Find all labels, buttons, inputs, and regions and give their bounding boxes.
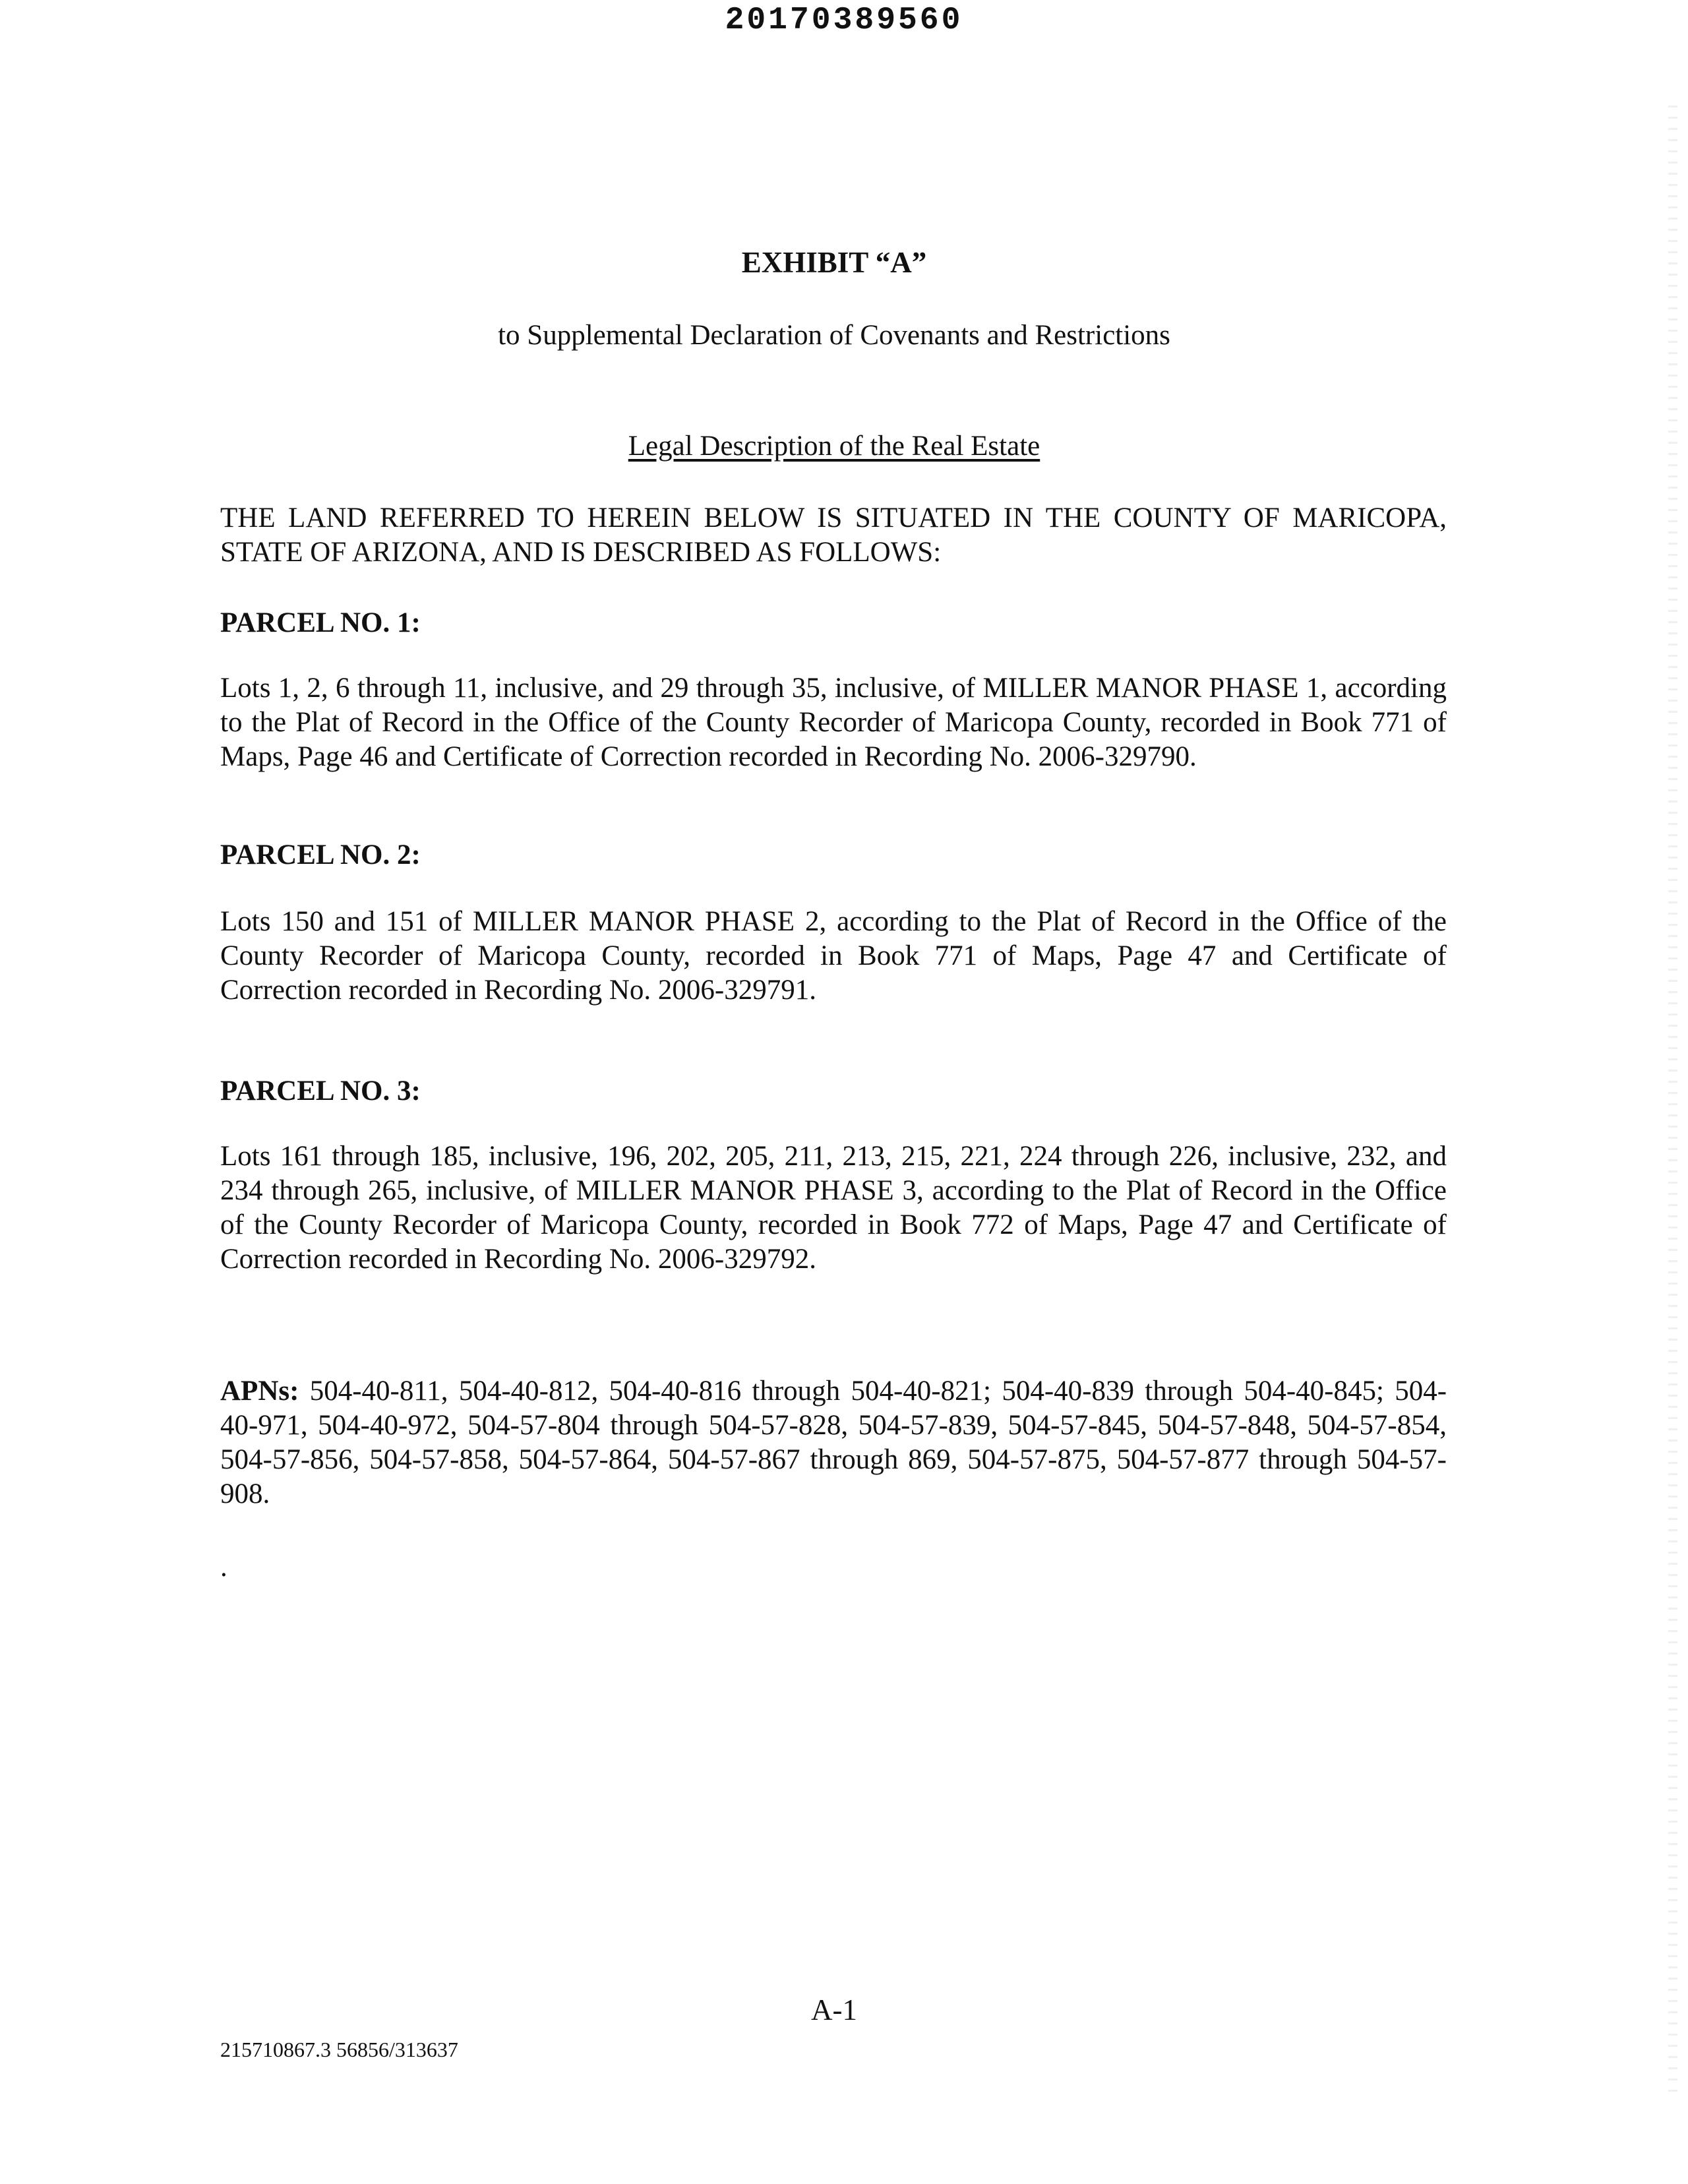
apns-label: APNs: [220, 1376, 299, 1407]
parcel-2-description: Lots 150 and 151 of MILLER MANOR PHASE 2, according to the Plat of Record in the Office of the County Recorder of Maricopa County, recorded in Book 771 of Maps, Page 47 and Certificate of Correction recorded in Recording No. 2006-329791. [220, 906, 1447, 1006]
apns-paragraph [220, 1374, 1447, 1511]
page-number: A-1 [811, 1993, 857, 2026]
apns-list: 504-40-811, 504-40-812, 504-40-816 through 504-40-821; 504-40-839 through 504-40-845; 504-40-971, 504-40-972, 504-57-804 through 504-57-828, 504-57-839, 504-57-845, 504-57-848, 504-57-854, 504-57-856, 504-57-858, 504-57-864, 504-57-867 through 869, 504-57-875, 504-57-877 through 504-57-908. [220, 1376, 1447, 1509]
document-reference: 215710867.3 56856/313637 [220, 2038, 458, 2061]
parcel-1-description: Lots 1, 2, 6 through 11, inclusive, and 29 through 35, inclusive, of MILLER MANOR PHASE 1, according to the Plat of Record in the Office of the County Recorder of Maricopa County, recorded in Book 771 of Maps, Page 46 and Certificate of Correction recorded in Recording No. 2006-329790. [220, 673, 1447, 772]
parcel-1-heading: PARCEL NO. 1: [220, 607, 421, 638]
exhibit-subtitle: to Supplemental Declaration of Covenants and Restrictions [498, 320, 1170, 351]
parcel-3-heading: PARCEL NO. 3: [220, 1076, 421, 1107]
recording-number: 20170389560 [725, 3, 963, 38]
exhibit-title: EXHIBIT “A” [741, 246, 927, 279]
intro-paragraph: THE LAND REFERRED TO HEREIN BELOW IS SITUATED IN THE COUNTY OF MARICOPA, STATE OF ARIZONA, AND IS DESCRIBED AS FOLLOWS: [220, 502, 1447, 568]
legal-description-heading: Legal Description of the Real Estate [628, 431, 1040, 462]
scan-edge-artifact [1668, 106, 1677, 2097]
parcel-2-heading: PARCEL NO. 2: [220, 839, 421, 870]
stray-mark: . [220, 1552, 227, 1583]
parcel-3-description: Lots 161 through 185, inclusive, 196, 202, 205, 211, 213, 215, 221, 224 through 226, inclusive, 232, and 234 through 265, inclusive, of MILLER MANOR PHASE 3, according to the Plat of Record in the Office of the County Recorder of Maricopa County, recorded in Book 772 of Maps, Page 47 and Certificate of Correction recorded in Recording No. 2006-329792. [220, 1141, 1447, 1275]
